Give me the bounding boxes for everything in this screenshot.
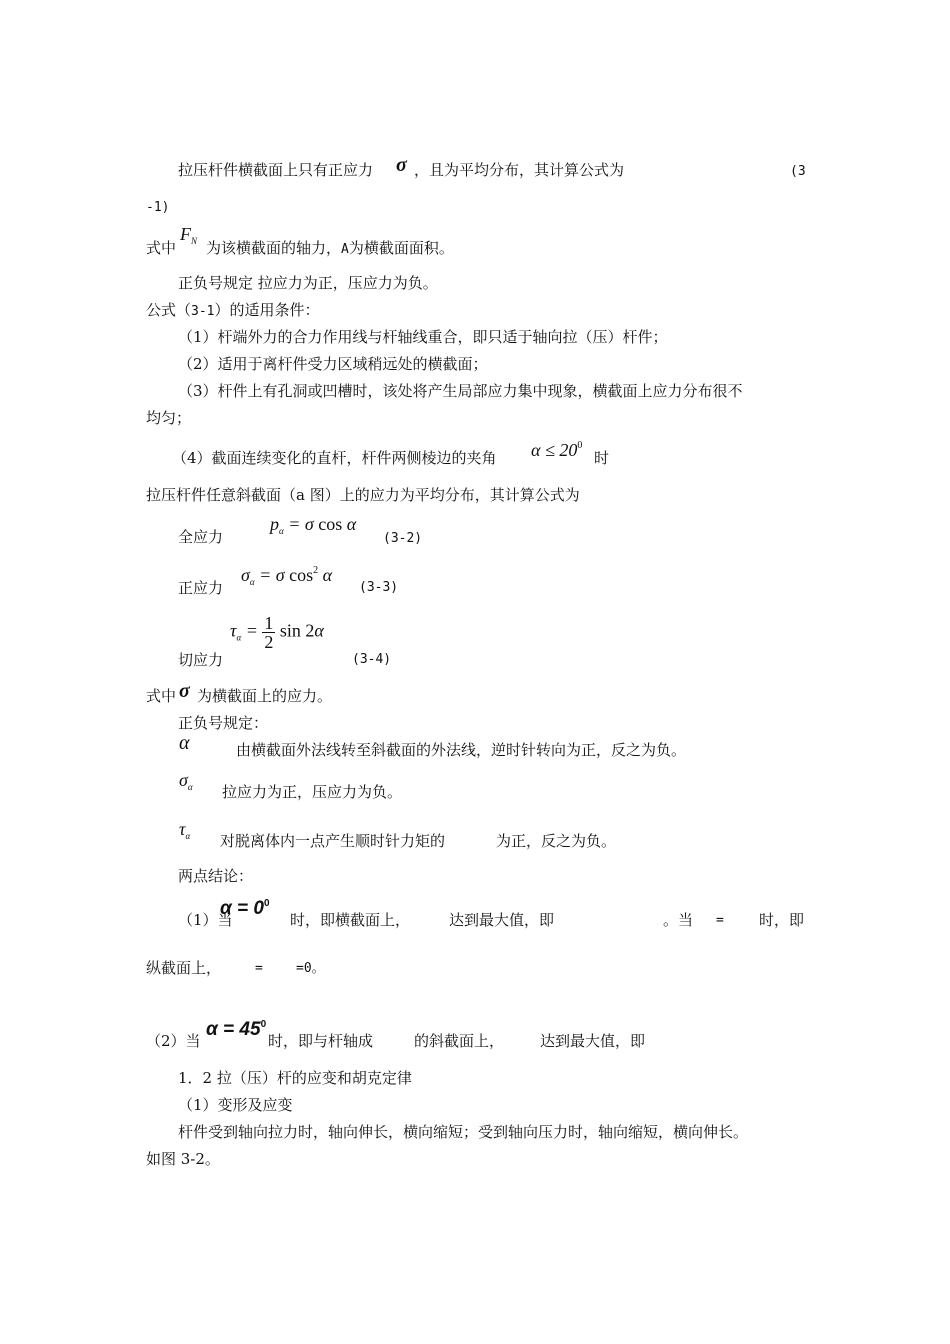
alpha-le-20-formula: $\alpha \le 20^0$ [531, 440, 583, 460]
formula-3-4: $\tau_\alpha$ = $\frac{1}{2}$ sin 2α [230, 613, 324, 652]
conclusion-title: 两点结论： [178, 867, 254, 885]
equation-number: (3 [790, 164, 806, 179]
sigma-symbol: σ [179, 680, 190, 702]
condition-item: （4）截面连续变化的直杆，杆件两侧棱边的夹角 [172, 449, 497, 467]
rule-alpha: 由横截面外法线转至斜截面的外法线，逆时针转向为正，反之为负。 [236, 741, 687, 759]
conclusion-1b-eq: = [255, 961, 263, 976]
body-text: 如图 3-2。 [146, 1150, 220, 1168]
section-heading: 1．2 拉（压）杆的应变和胡克定律 [178, 1069, 412, 1087]
condition-item: （1）杆端外力的合力作用线与杆轴线重合，即只适于轴向拉（压）杆件； [178, 328, 668, 346]
rule-tau: 对脱离体内一点产生顺时针力矩的 [220, 832, 446, 850]
paragraph-line [178, 160, 373, 180]
conclusion-1b: 纵截面上， [146, 959, 222, 977]
equation-number-cont: -1) [146, 200, 170, 215]
alpha-symbol: α [179, 732, 190, 754]
formula-number: (3-4) [352, 652, 392, 667]
alpha-eq-45-formula: $\alpha = 45^0$ [206, 1019, 267, 1040]
condition-item-cont: 均匀； [146, 409, 192, 427]
rule-tau-tail: 为正，反之为负。 [496, 832, 617, 850]
sign-rule: 正负号规定 拉应力为正，压应力为负。 [178, 274, 438, 292]
text: 拉压杆件横截面上只有正应力 [178, 161, 374, 179]
formula-3-3: $\sigma_\alpha = \sigma$ $\cos^2 \alpha$ [241, 565, 333, 587]
sign-rule-title: 正负号规定： [178, 714, 269, 732]
conclusion-2-text: 时，即与杆轴成 [268, 1032, 374, 1050]
condition-item: （3）杆件上有孔洞或凹槽时，该处将产生局部应力集中现象，横截面上应力分布很不 [178, 382, 743, 400]
text: ，且为平均分布，其计算公式为 [414, 161, 625, 179]
inclined-intro: 拉压杆件任意斜截面（a 图）上的应力为平均分布，其计算公式为 [146, 486, 580, 504]
fn-symbol: $F_N$ [180, 224, 198, 246]
conclusion-2: （2）当 [146, 1032, 201, 1050]
condition-item-tail: 时 [594, 449, 610, 467]
body-text: 杆件受到轴向拉力时，轴向伸长，横向缩短；受到轴向压力时，轴向缩短，横向伸长。 [178, 1123, 749, 1141]
conclusion-2-text: 的斜截面上， [414, 1032, 505, 1050]
conclusion-1-text: 。当 [663, 911, 694, 929]
formula-3-2: $p_\alpha = \sigma$ cos α [270, 514, 357, 536]
conclusion-1b-eq: =0。 [296, 961, 325, 976]
paragraph-line: 为该横截面的轴力，A为横截面面积。 [206, 239, 454, 257]
condition-item: （2）适用于离杆件受力区域稍远处的横截面； [178, 355, 488, 373]
conclusion-1-text: 达到最大值，即 [449, 911, 555, 929]
sigma-symbol: σ [396, 154, 407, 176]
formula-label: 全应力 [178, 528, 224, 546]
conclusion-1-eq: = [716, 913, 724, 928]
conclusion-1: （1）当 [178, 911, 233, 929]
rule-sigma: 拉应力为正，压应力为负。 [222, 783, 403, 801]
tau-alpha-symbol: $\tau_\alpha$ [179, 819, 191, 841]
formula-label: 切应力 [178, 651, 224, 669]
paragraph-line: 为横截面上的应力。 [197, 687, 333, 705]
formula-label: 正应力 [178, 579, 224, 597]
paragraph-line: 式中 [146, 687, 177, 705]
conclusion-1-text: 时，即横截面上， [290, 911, 411, 929]
paragraph-line: 式中 [146, 239, 177, 257]
conclusion-1-text: 时，即 [759, 911, 805, 929]
formula-number: (3-2) [383, 531, 423, 546]
formula-number: (3-3) [359, 580, 399, 595]
conditions-title: 公式（3-1）的适用条件： [146, 301, 320, 319]
subsection-heading: （1）变形及应变 [178, 1096, 293, 1114]
alpha-eq-0-formula: $\alpha = 0^0$ [220, 898, 270, 919]
sigma-alpha-symbol: $\sigma_\alpha$ [179, 770, 193, 792]
paragraph-line [414, 160, 624, 180]
conclusion-2-text: 达到最大值，即 [540, 1032, 646, 1050]
